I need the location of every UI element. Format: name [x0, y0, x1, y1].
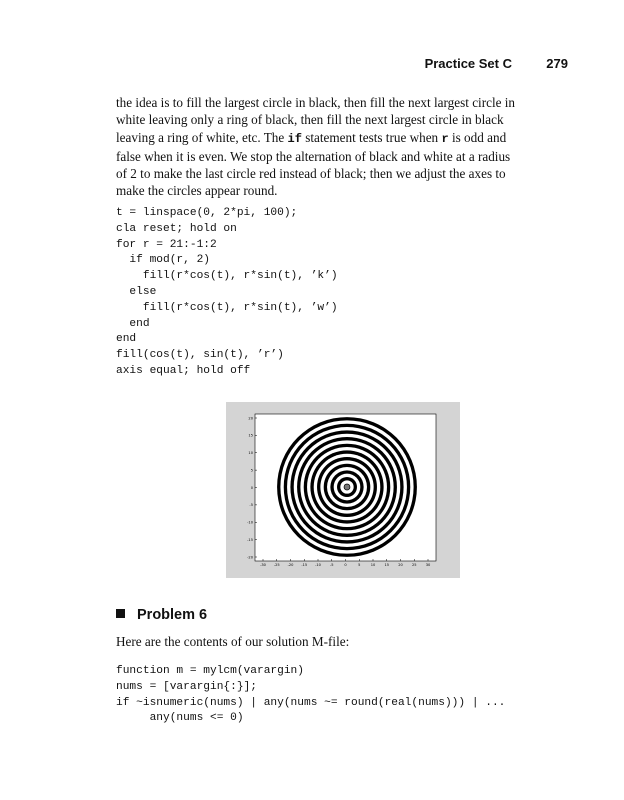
x-tick-label: 5 [358, 563, 361, 567]
y-tick-label: -5 [249, 503, 253, 508]
code-line: axis equal; hold off [116, 364, 251, 377]
inline-code: if [287, 131, 302, 146]
code-line: if ~isnumeric(nums) | any(nums ~= round(real(nums))) | ... [116, 696, 506, 709]
paragraph-line: white leaving only a ring of black, then fill the next largest circle in black [116, 112, 504, 128]
text-fragment: statement tests true when [301, 129, 442, 145]
square-bullet-icon [116, 609, 125, 618]
x-tick-label: -10 [315, 563, 321, 567]
code-line: end [116, 333, 137, 346]
code-block-mylcm [116, 664, 505, 727]
code-line: function m = mylcm(varargin) [116, 665, 304, 677]
x-tick-label: 15 [384, 563, 390, 567]
page-number: 279 [546, 56, 568, 71]
y-tick-label: 15 [248, 433, 253, 438]
x-tick-label: -30 [260, 563, 266, 567]
code-line: cla reset; hold on [116, 222, 237, 235]
intro-sentence: Here are the contents of our solution M-file: [116, 634, 350, 649]
paragraph-line [116, 129, 572, 148]
x-tick-label: -15 [301, 563, 308, 567]
code-line: if mod(r, 2) [116, 254, 210, 267]
paragraph-line: false when it is even. We stop the alternation of black and white at a radius [116, 148, 511, 164]
y-tick-label: 0 [250, 485, 253, 490]
x-tick-label: 25 [411, 563, 417, 567]
x-tick-label: 30 [425, 563, 431, 567]
code-line: end [116, 317, 150, 330]
problem-title: Problem 6 [137, 607, 208, 623]
y-tick-label: 5 [250, 468, 253, 473]
code-block-matlab-circles [116, 206, 338, 380]
center-circle [344, 484, 349, 489]
text-fragment: is odd and [448, 129, 507, 145]
concentric-circles-figure [226, 402, 460, 578]
x-tick-label: -25 [273, 563, 280, 567]
code-line: t = linspace(0, 2*pi, 100); [116, 207, 298, 219]
inline-code: r [441, 131, 449, 146]
y-tick-label: -20 [247, 555, 253, 560]
code-line: fill(r*cos(t), r*sin(t), ’w’) [116, 301, 338, 314]
paragraph-line: make the circles appear round. [116, 183, 278, 199]
figure-svg [226, 402, 460, 578]
problem-heading [116, 607, 207, 623]
y-tick-label: -15 [247, 537, 253, 542]
code-line: fill(cos(t), sin(t), ’r’) [116, 349, 284, 362]
code-line: for r = 21:-1:2 [116, 238, 217, 251]
body-paragraph [116, 94, 572, 200]
section-title: Practice Set C [424, 56, 512, 71]
text-fragment: leaving a ring of white, etc. The [116, 129, 288, 145]
paragraph-line: of 2 to make the last circle red instead of black; then we adjust the axes to [116, 166, 506, 182]
circles-group [277, 417, 417, 557]
y-tick-label: -10 [247, 520, 253, 525]
x-tick-label: 0 [344, 563, 347, 567]
x-tick-label: 10 [370, 563, 376, 567]
code-line: else [116, 285, 157, 298]
y-tick-label: 20 [248, 416, 253, 421]
code-line: any(nums <= 0) [116, 712, 244, 725]
code-line: fill(r*cos(t), r*sin(t), ’k’) [116, 270, 338, 283]
x-tick-label: 20 [398, 563, 403, 567]
y-tick-label: 10 [248, 451, 253, 456]
x-tick-label: -20 [287, 563, 294, 567]
x-tick-label: -5 [329, 563, 334, 567]
paragraph-line: the idea is to fill the largest circle in black, then fill the next largest circle in [116, 95, 516, 110]
code-line: nums = [varargin{:}]; [116, 680, 257, 693]
